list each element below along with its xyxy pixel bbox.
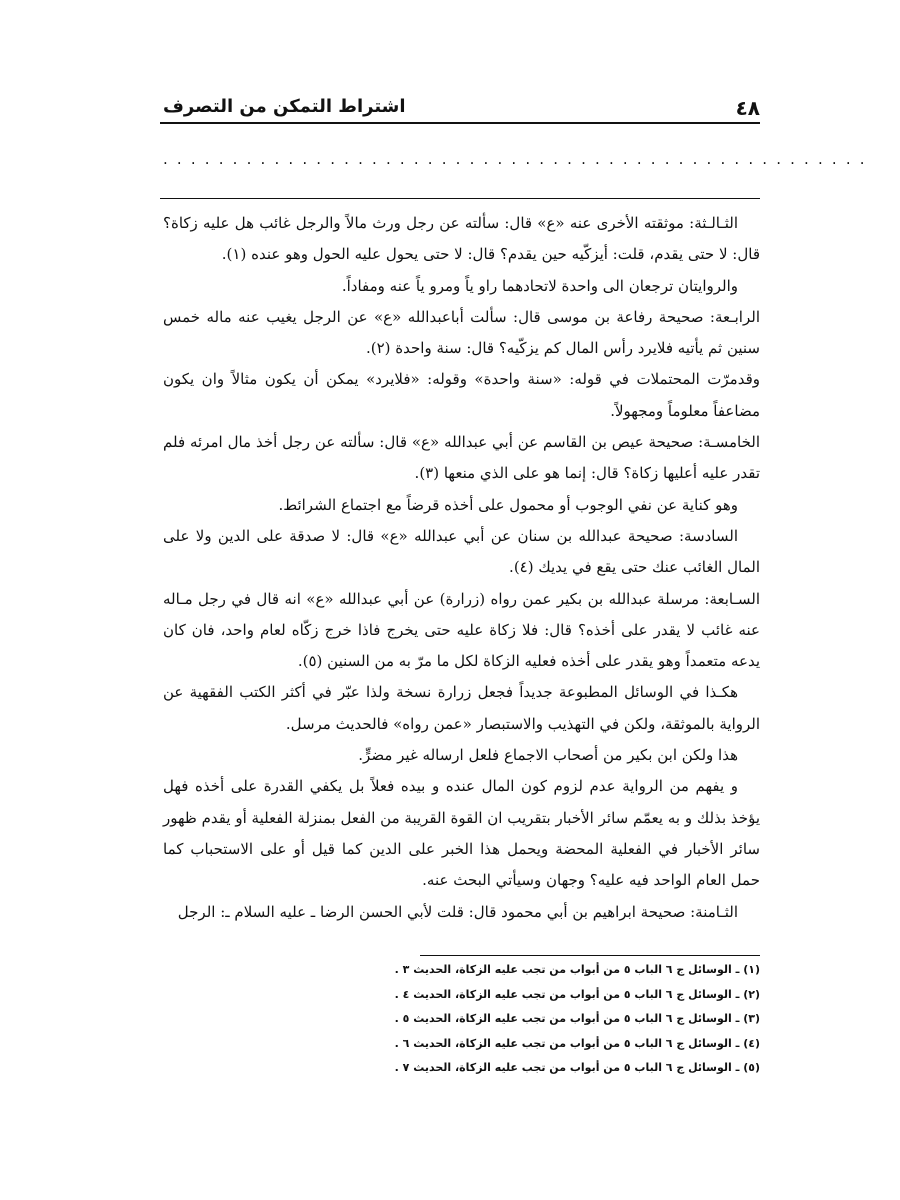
page-header [163,96,760,122]
footnote: (١) ـ الوسائل ج ٦ الباب ٥ من أبواب من تجب عليه الزكاة، الحديث ٣ . [394,963,760,976]
paragraph-commentary: وقدمرّت المحتملات في قوله: «سنة واحدة» وقوله: «فلايرد» يمكن أن يكون مثالاً وان يكون مضاعفاً معلوماً ومجهولاً. [163,370,760,420]
dotted-line: . . . . . . . . . . . . . . . . . . . . . . . . . . . . . . . . . . . . . . . . . . . . . . . . . . . [163,150,867,168]
paragraph-fourth-narration: الرابـعة: صحيحة رفاعة بن موسى قال: سألت أباعبدالله «ع» عن الرجل يغيب عنه ماله خمس سنين ثم يأتيه فلايرد رأس المال كم يزكّيه؟ قال: سنة واحدة (٢). [163,307,760,358]
paragraph-fifth-narration: الخامسـة: صحيحة عيص بن القاسم عن أبي عبدالله «ع» قال: سألته عن رجل أخذ مال امرئه فلم تقدر عليه أعليها زكاة؟ قال: إنما هو على الذي منعها (٣). [163,433,760,483]
paragraph-sixth-narration: السادسة: صحيحة عبدالله بن سنان عن أبي عبدالله «ع» قال: لا صدقة على الدين ولا على المال الغائب عنك حتى يقع في يديك (٤). [163,526,760,577]
running-title: اشتراط التمكن من التصرف [163,96,406,117]
footnote: (٣) ـ الوسائل ج ٦ الباب ٥ من أبواب من تجب عليه الزكاة، الحديث ٥ . [394,1012,760,1025]
footnote: (٥) ـ الوسائل ج ٦ الباب ٥ من أبواب من تجب عليه الزكاة، الحديث ٧ . [394,1061,760,1074]
paragraph-commentary: وهو كناية عن نفي الوجوب أو محمول على أخذه قرضاً مع اجتماع الشرائط. [278,495,738,514]
main-text [163,208,760,928]
paragraph-commentary: هكـذا في الوسائل المطبوعة جديداً فجعل زرارة نسخة ولذا عبّر في أكثر الكتب الفقهية عن الرواية بالموثقة، ولكن في التهذيب والاستبصار «عمن رواه» فالحديث مرسل. [163,683,760,733]
section-rule [160,198,760,199]
header-rule [160,122,760,124]
paragraph-discussion: و يفهم من الرواية عدم لزوم كون المال عنده و بيده فعلاً بل يكفي القدرة على أخذه فهل يؤخذ بذلك و به يعمّم سائر الأخبار بتقريب ان القوة القريبة من الفعل بمنزلة الفعلية أو يقدم ظهور سائر الأخبار في الفعلية المحضة ويحمل هذا الخبر على الدين كما قيل أو على الاستحباب كما حمل العام الواحد فيه عليه؟ وجهان وسيأتي البحث عنه. [163,777,760,890]
paragraph-third-narration: الثـالـثة: موثقته الأخرى عنه «ع» قال: سألته عن رجل ورث مالاً والرجل غائب هل عليه زكاة؟ قال: لا حتى يقدم، قلت: أيزكّيه حين يقدم؟ قال: لا حتى يحول عليه الحول وهو عنده (١). [163,214,760,264]
footnote-rule [420,955,760,956]
footnote: (٢) ـ الوسائل ج ٦ الباب ٥ من أبواب من تجب عليه الزكاة، الحديث ٤ . [394,987,760,1001]
paragraph-commentary: هذا ولكن ابن بكير من أصحاب الاجماع فلعل ارساله غير مضرٍّ. [358,746,738,765]
paragraph-commentary: والروايتان ترجعان الى واحدة لاتحادهما راو ياً ومرو ياً عنه ومفاداً. [341,276,738,295]
footnote: (٤) ـ الوسائل ج ٦ الباب ٥ من أبواب من تجب عليه الزكاة، الحديث ٦ . [394,1036,760,1050]
paragraph-eighth-narration: الثـامنة: صحيحة ابراهيم بن أبي محمود قال: قلت لأبي الحسن الرضا ـ عليه السلام ـ: الرجل [177,902,738,921]
paragraph-seventh-narration: السـابعة: مرسلة عبدالله بن بكير عمن رواه (زرارة) عن أبي عبدالله «ع» انه قال في رجل مـاله عنه غائب لا يقدر على أخذه؟ قال: فلا زكاة عليه حتى يخرج فاذا خرج زكّاه لعام واحد، فان كان يدعه متعمداً وهو يقدر على أخذه فعليه الزكاة لكل ما مرّ به من السنين (٥). [163,589,760,671]
footnotes [394,958,760,1081]
page-number: ٤٨ [735,96,760,120]
